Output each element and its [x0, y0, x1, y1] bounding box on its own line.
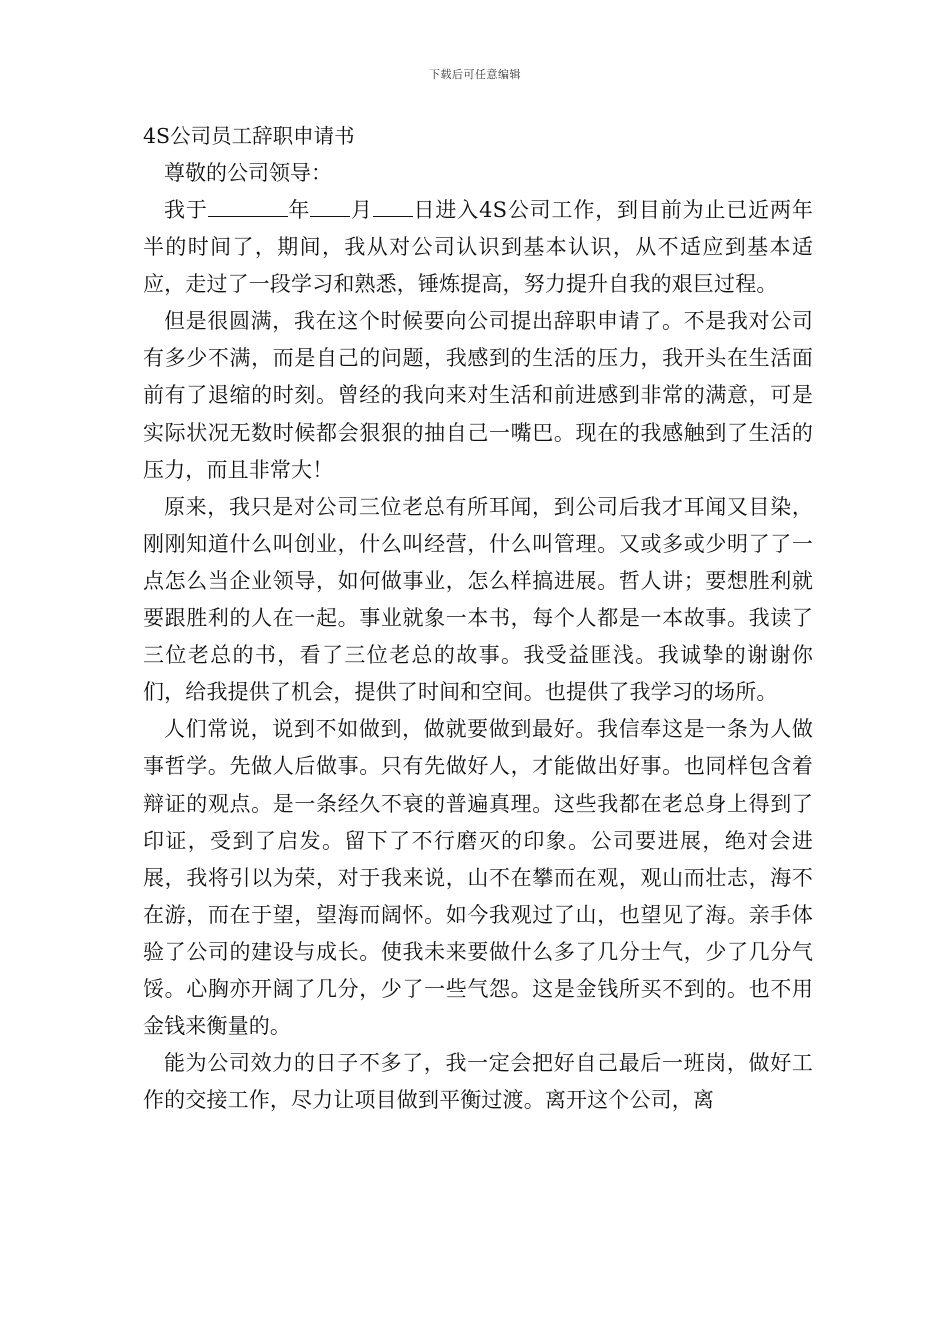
- document-body: [143, 118, 813, 1119]
- header-note: 下载后可任意编辑: [429, 68, 521, 81]
- year-blank: [208, 194, 288, 217]
- paragraph: 原来，我只是对公司三位老总有所耳闻，到公司后我才耳闻又目染，刚刚知道什么叫创业，什么叫经营，什么叫管理。又或多或少明了了一点怎么当企业领导，如何做事业，怎么样搞进展。哲人讲；要想胜利就要跟胜利的人在一起。事业就象一本书，每个人都是一本故事。我读了三位老总的书，看了三位老总的故事。我受益匪浅。我诚挚的谢谢你们，给我提供了机会，提供了时间和空间。也提供了我学习的场所。: [143, 494, 813, 705]
- greeting: 尊敬的公司领导：: [164, 161, 332, 185]
- day-blank: [373, 194, 413, 217]
- paragraph-text: 年: [287, 198, 311, 222]
- document-title: 4S公司员工辞职申请书: [143, 124, 355, 148]
- paragraph-text: 我于: [164, 198, 208, 222]
- paragraph-text: 月: [350, 198, 373, 222]
- paragraph-start-date: [143, 192, 813, 303]
- paragraph: 人们常说，说到不如做到，做就要做到最好。我信奉这是一条为人做事哲学。先做人后做事。只有先做好人，才能做出好事。也同样包含着辩证的观点。是一条经久不衰的普遍真理。这些我都在老总身上得到了印证，受到了启发。留下了不行磨灭的印象。公司要进展，绝对会进展，我将引以为荣，对于我来说，山不在攀而在观，观山而壮志，海不在游，而在于望，望海而阔怀。如今我观过了山，也望见了海。亲手体验了公司的建设与成长。使我未来要做什么多了几分士气，少了几分气馁。心胸亦开阔了几分，少了一些气怨。这是金钱所买不到的。也不用金钱来衡量的。: [143, 717, 813, 1039]
- paragraph: 但是很圆满，我在这个时候要向公司提出辞职申请了。不是我对公司有多少不满，而是自己的问题，我感到的生活的压力，我开头在生活面前有了退缩的时刻。曾经的我向来对生活和前进感到非常的满意，可是实际状况无数时候都会狠狠的抽自己一嘴巴。现在的我感触到了生活的压力，而且非常大！: [143, 309, 813, 482]
- month-blank: [310, 194, 350, 217]
- paragraph-text: 日进入4S公司工作，到目前为止已近两年半的时间了，期间，我从对公司认识到基本认识，从不适应到基本适应，走过了一段学习和熟悉，锤炼提高，努力提升自我的艰巨过程。: [143, 198, 813, 297]
- paragraph: 能为公司效力的日子不多了，我一定会把好自己最后一班岗，做好工作的交接工作，尽力让项目做到平衡过渡。离开这个公司，离: [143, 1051, 813, 1113]
